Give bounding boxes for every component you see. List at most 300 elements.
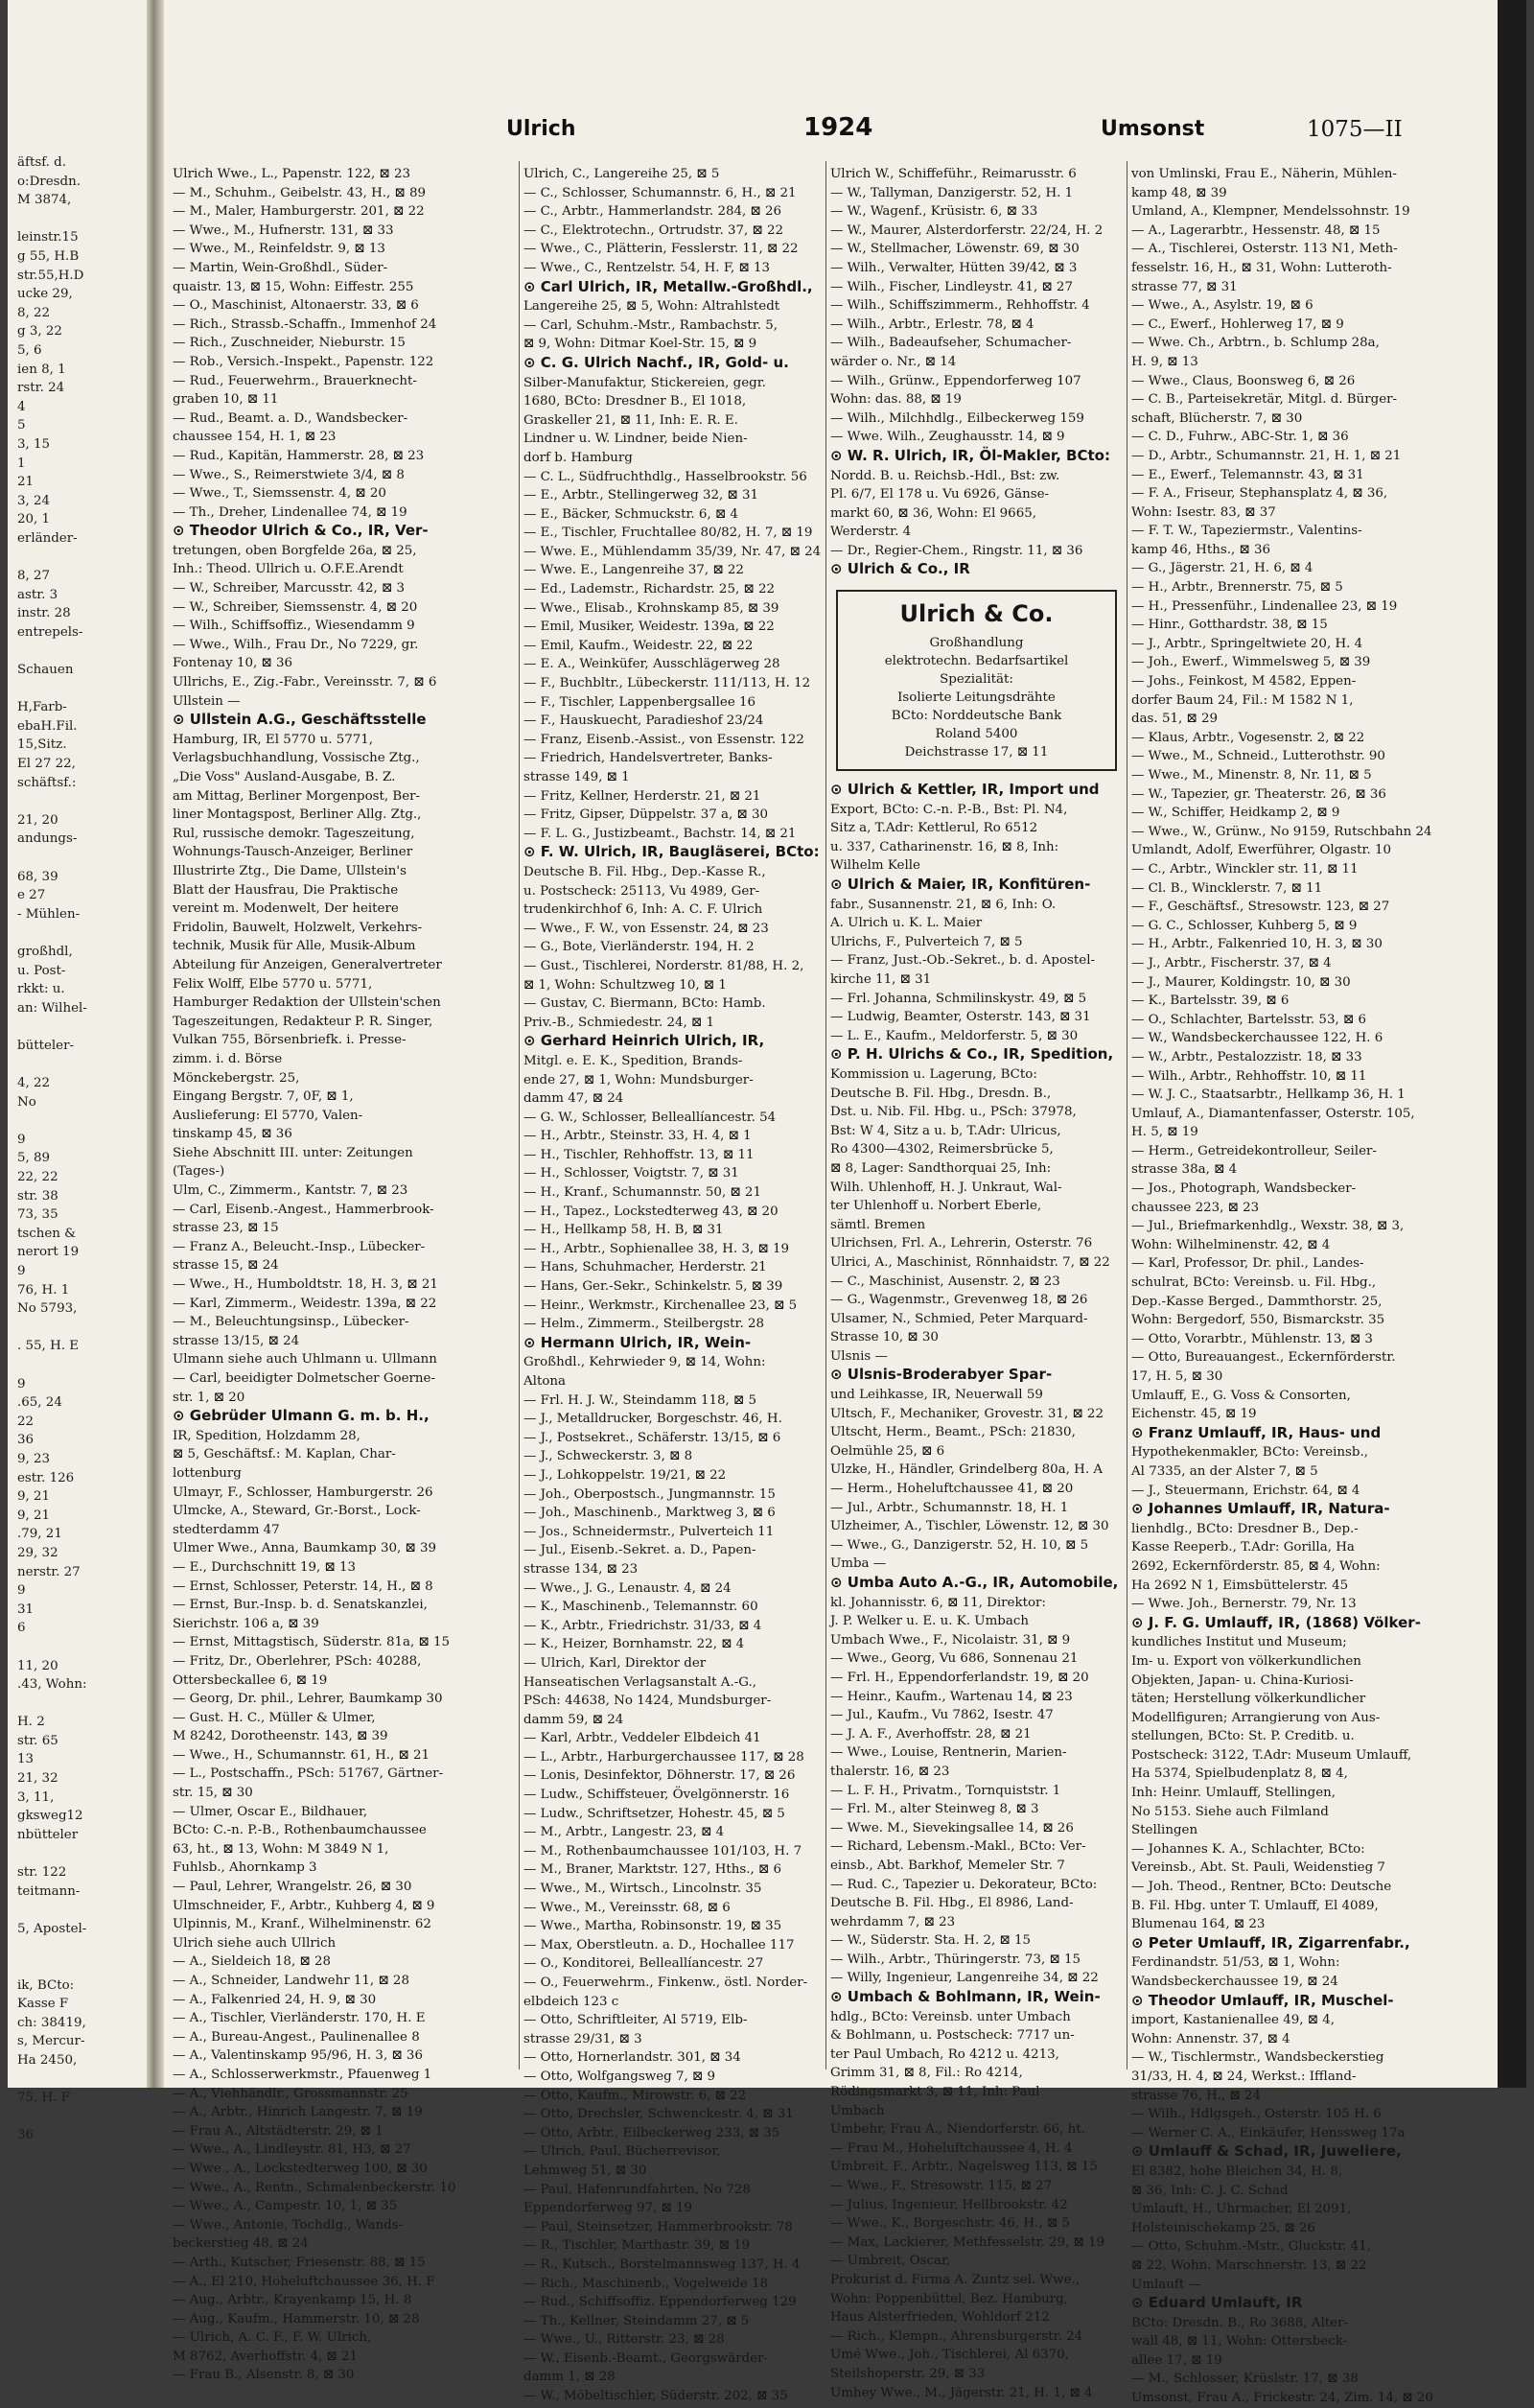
- prev-page-line: 15,Sitz.: [17, 737, 67, 753]
- directory-entry-line: strasse 76, H., ⊠ 24: [1131, 2088, 1262, 2103]
- prev-page-line: e 27: [17, 888, 46, 903]
- directory-entry-line: — J., Schweckerstr. 3, ⊠ 8: [523, 1449, 693, 1464]
- directory-entry-line: — O., Maschinist, Altonaerstr. 33, ⊠ 6: [173, 298, 419, 314]
- directory-entry-line: — Wwe., F., Stresowstr. 115, ⊠ 27: [830, 2179, 1053, 2193]
- prev-page-line: 5: [17, 418, 26, 433]
- prev-page-line: [17, 849, 147, 868]
- prev-page-line: 76, H. 1: [17, 1282, 70, 1298]
- prev-page-line: [17, 2108, 147, 2127]
- directory-entry-line: ⊙ Umbach & Bohlmann, IR, Wein-: [830, 1988, 1101, 2006]
- prev-page-line: [17, 1638, 147, 1657]
- directory-entry-line: — Rud., Beamt. a. D., Wandsbecker-: [173, 410, 408, 426]
- prev-page-line: [17, 1017, 147, 1037]
- directory-entry-line: — A., El 210, Hoheluftchaussee 36, H. F: [173, 2274, 435, 2289]
- prev-page-line: 9: [17, 1583, 26, 1599]
- directory-entry-line: — Wilh., Milchhdlg., Eilbeckerweg 159: [830, 410, 1084, 426]
- prev-page-line: [17, 642, 147, 661]
- directory-entry-line: — A., Valentinskamp 95/96, H. 3, ⊠ 36: [173, 2048, 423, 2064]
- directory-entry-line: Hypothekenmakler, BCto: Vereinsb.,: [1131, 1445, 1369, 1461]
- directory-entry-line: Umlauf, A., Diamantenfasser, Osterstr. 105,: [1131, 1106, 1415, 1121]
- directory-entry-line: — Frl. H. J. W., Steindamm 118, ⊠ 5: [523, 1392, 757, 1408]
- directory-entry-line: Hamburger Redaktion der Ullstein'schen: [173, 995, 441, 1011]
- directory-entry-line: — Willy, Ingenieur, Langenreihe 34, ⊠ 22: [830, 1971, 1099, 1986]
- directory-entry-line: — A., Tischler, Vierländerstr. 170, H. E: [173, 2011, 426, 2026]
- directory-entry-line: ter Uhlenhoff u. Norbert Eberle,: [830, 1199, 1042, 1214]
- directory-entry-line: M 8242, Dorotheenstr. 143, ⊠ 39: [173, 1729, 388, 1744]
- directory-entry-line: — G. W., Schlosser, Belleallíancestr. 54: [523, 1110, 777, 1125]
- directory-entry-line: — F., Geschäftsf., Stresowstr. 123, ⊠ 27: [1131, 900, 1390, 915]
- directory-entry-line: — Frau M., Hoheluftchaussee 4, H. 4: [830, 2140, 1073, 2156]
- directory-entry-line: Wohn: das. 88, ⊠ 19: [830, 392, 962, 408]
- directory-entry-line: — Carl, Eisenb.-Angest., Hammerbrook-: [173, 1202, 434, 1217]
- directory-entry-line: ⊙ F. W. Ulrich, IR, Baugläserei, BCto:: [523, 843, 820, 861]
- directory-entry-line: Ulrich W., Schiffeführ., Reimarusstr. 6: [830, 167, 1077, 181]
- prev-page-line: o:Dresdn.: [17, 174, 81, 189]
- directory-entry-line: BCto: C.-n. P.-B., Rothenbaumchaussee: [173, 1823, 427, 1838]
- directory-entry-line: — Herm., Getreidekontrolleur, Seiler-: [1131, 1143, 1377, 1158]
- prev-page-line: [17, 548, 147, 567]
- directory-entry-line: Wohn: Isestr. 83, ⊠ 37: [1131, 504, 1276, 520]
- directory-entry-line: — Wilh., Arbtr., Erlestr. 78, ⊠ 4: [830, 316, 1034, 332]
- prev-page-line: ch: 38419,: [17, 2015, 86, 2030]
- directory-entry-line: — C. D., Fuhrw., ABC-Str. 1, ⊠ 36: [1131, 430, 1349, 445]
- directory-entry-line: Deutsche B. Fil. Hbg., Dep.-Kasse R.,: [523, 864, 766, 879]
- directory-entry-line: Dep.-Kasse Berged., Dammthorstr. 25,: [1131, 1294, 1383, 1309]
- directory-entry-line: strasse 15, ⊠ 24: [173, 1258, 279, 1274]
- prev-page-line: [17, 1938, 147, 1957]
- directory-entry-line: — Heinr., Kaufm., Wartenau 14, ⊠ 23: [830, 1689, 1073, 1704]
- directory-entry-line: — Franz, Just.-Ob.-Sekret., b. d. Apostel-: [830, 953, 1096, 969]
- directory-entry-line: — C., Elektrotechn., Ortrudstr. 37, ⊠ 22: [523, 222, 784, 238]
- directory-entry-line: — Cl. B., Wincklerstr. 7, ⊠ 11: [1131, 880, 1323, 896]
- directory-entry-line: Blatt der Hausfrau, Die Praktische: [173, 882, 399, 898]
- prev-page-line: M 3874,: [17, 193, 72, 208]
- prev-page-line: 5, 89: [17, 1151, 51, 1166]
- book-gutter: [147, 0, 164, 2088]
- prev-page-line: [17, 1356, 147, 1375]
- prev-page-line: No 5793,: [17, 1301, 78, 1317]
- directory-entry-line: u. Postscheck: 25113, Vu 4989, Ger-: [523, 883, 760, 899]
- directory-entry-line: — K., Heizer, Bornhamstr. 22, ⊠ 4: [523, 1637, 745, 1652]
- directory-entry-line: — Wwe., W., Grünw., No 9159, Rutschbahn 24: [1131, 824, 1432, 839]
- directory-entry-line: — H., Schlosser, Voigtstr. 7, ⊠ 31: [523, 1166, 739, 1181]
- directory-entry-line: — Wwe., Claus, Boonsweg 6, ⊠ 26: [1131, 373, 1356, 388]
- directory-entry-line: — W., Schreiber, Siemssenstr. 4, ⊠ 20: [173, 599, 418, 615]
- advertisement-line: Isolierte Leitungsdrähte: [897, 690, 1056, 706]
- directory-entry-line: — Wwe., T., Siemssenstr. 4, ⊠ 20: [173, 486, 386, 502]
- directory-entry-line: — Otto, Schuhm.-Mstr., Gluckstr. 41,: [1131, 2239, 1371, 2255]
- directory-entry-line: damm 1, ⊠ 28: [523, 2370, 616, 2385]
- directory-entry-line: — Max, Oberstleutn. a. D., Hochallee 117: [523, 1937, 795, 1952]
- directory-entry-line: — Wilh., Hdlgsgeh., Osterstr. 105 H. 6: [1131, 2107, 1382, 2122]
- directory-entry-line: — O., Schlachter, Bartelsstr. 53, ⊠ 6: [1131, 1012, 1366, 1027]
- directory-entry-line: — Wwe., H., Humboldtstr. 18, H. 3, ⊠ 21: [173, 1277, 438, 1293]
- prev-page-line: . 55, H. E: [17, 1339, 80, 1354]
- prev-page-line: [17, 1695, 147, 1714]
- prev-page-line: großhdl,: [17, 944, 73, 959]
- directory-entry-line: Rödingsmarkt 3, ⊠ 11, Inh: Paul: [830, 2085, 1040, 2100]
- directory-entry-line: — Rich., Strassb.-Schaffn., Immenhof 24: [173, 316, 437, 332]
- directory-entry-line: Umsonst, Frau A., Frickestr. 24, Zim. 14, ⊠ 20: [1131, 2391, 1433, 2406]
- directory-entry-line: ⊠ 9, Wohn: Ditmar Koel-Str. 15, ⊠ 9: [523, 337, 757, 352]
- directory-entry-line: Silber-Manufaktur, Stickereien, gegr.: [523, 375, 766, 390]
- directory-entry-line: fesselstr. 16, H., ⊠ 31, Wohn: Lutteroth-: [1131, 260, 1392, 275]
- directory-entry-line: — Fritz, Kellner, Herderstr. 21, ⊠ 21: [523, 788, 761, 804]
- directory-entry-line: — Wwe., M., Wirtsch., Lincolnstr. 35: [523, 1882, 762, 1897]
- prev-page-line: schäftsf.:: [17, 775, 77, 790]
- directory-entry-line: — Th., Dreher, Lindenallee 74, ⊠ 19: [173, 504, 407, 520]
- directory-entry-line: str. 15, ⊠ 30: [173, 1786, 253, 1801]
- advertisement-line: Deichstrasse 17, ⊠ 11: [904, 745, 1049, 760]
- directory-entry-line: — Rud., Kapitän, Hammerstr. 28, ⊠ 23: [173, 448, 425, 463]
- directory-entry-line: — W., Schiffer, Heidkamp 2, ⊠ 9: [1131, 806, 1340, 821]
- directory-entry-line: — E., Tischler, Fruchtallee 80/82, H. 7, ⊠ 19: [523, 526, 813, 541]
- directory-entry-line: ⊙ Franz Umlauff, IR, Haus- und: [1131, 1423, 1382, 1441]
- directory-entry-line: — F. A., Friseur, Stephansplatz 4, ⊠ 36,: [1131, 486, 1388, 502]
- directory-entry-line: — Wilh., Arbtr., Rehhoffstr. 10, ⊠ 11: [1131, 1068, 1367, 1084]
- prev-page-line: nbütteler: [17, 1827, 79, 1842]
- directory-entry-line: Ha 2692 N 1, Eimsbüttelerstr. 45: [1131, 1578, 1349, 1593]
- directory-entry-line: — R., Kutsch., Borstelmannsweg 137, H. 4: [523, 2256, 801, 2272]
- directory-entry-line: — Rud., Feuerwehrm., Brauerknecht-: [173, 373, 417, 388]
- directory-entry-line: — J., Arbtr., Fischerstr. 37, ⊠ 4: [1131, 955, 1332, 970]
- directory-entry-line: Ulmcke, A., Steward, Gr.-Borst., Lock-: [173, 1504, 421, 1519]
- prev-page-line: 29, 32: [17, 1545, 58, 1560]
- directory-entry-line: Deutsche B. Fil. Hbg., Dresdn. B.,: [830, 1086, 1052, 1101]
- directory-entry-line: ⊙ W. R. Ulrich, IR, Öl-Makler, BCto:: [830, 446, 1110, 464]
- directory-entry-line: Wohn: Wilhelminenstr. 42, ⊠ 4: [1131, 1237, 1331, 1252]
- directory-entry-line: technik, Musik für Alle, Musik-Album: [173, 939, 416, 954]
- prev-page-line: rkkt: u.: [17, 982, 65, 997]
- directory-entry-line: Wohn: Annenstr. 37, ⊠ 4: [1131, 2031, 1290, 2046]
- prev-page-line: Ha 2450,: [17, 2052, 78, 2068]
- directory-entry-line: — H., Tischler, Rehhoffstr. 13, ⊠ 11: [523, 1147, 755, 1162]
- prev-page-line: gksweg12: [17, 1809, 83, 1824]
- prev-page-line: 9, 23: [17, 1451, 51, 1466]
- directory-entry-line: (Tages-): [173, 1164, 225, 1180]
- prev-page-line: astr. 3: [17, 587, 58, 602]
- directory-entry-line: Umbach: [830, 2103, 885, 2118]
- directory-entry-line: Vulkan 755, Börsenbriefk. i. Presse-: [173, 1033, 407, 1048]
- directory-entry-line: — Otto, Vorarbtr., Mühlenstr. 13, ⊠ 3: [1131, 1331, 1373, 1346]
- directory-entry-line: — Heinr., Werkmstr., Kirchenallee 23, ⊠ 5: [523, 1298, 798, 1313]
- directory-entry-line: — W., Arbtr., Pestalozzistr. 18, ⊠ 33: [1131, 1049, 1362, 1064]
- directory-entry-line: ⊙ Umba Auto A.-G., IR, Automobile,: [830, 1574, 1119, 1591]
- directory-entry-line: Umland, A., Klempner, Mendelssohnstr. 19: [1131, 204, 1410, 220]
- directory-entry-line: — W., Eisenb.-Beamt., Georgswärder-: [523, 2350, 769, 2366]
- directory-entry-line: ⊙ Ulrich & Co., IR: [830, 560, 970, 578]
- directory-entry-line: — Otto, Wolfgangsweg 7, ⊠ 9: [523, 2069, 715, 2084]
- directory-entry-line: — Wwe., A., Lindleystr. 81, H3, ⊠ 27: [173, 2142, 411, 2158]
- directory-entry-line: — G., Wagenmstr., Grevenweg 18, ⊠ 26: [830, 1293, 1088, 1308]
- directory-entry-line: Strasse 10, ⊠ 30: [830, 1330, 939, 1345]
- directory-entry-line: strasse 149, ⊠ 1: [523, 770, 630, 784]
- directory-entry-line: Nordd. B. u. Reichsb.-Hdl., Bst: zw.: [830, 468, 1060, 483]
- directory-entry-line: — Ludwig, Beamter, Osterstr. 143, ⊠ 31: [830, 1010, 1091, 1025]
- directory-entry-line: — Wwe. M., Sievekingsallee 14, ⊠ 26: [830, 1820, 1074, 1835]
- directory-entry-line: — Wwe., M., Minenstr. 8, Nr. 11, ⊠ 5: [1131, 768, 1372, 783]
- directory-entry-line: — E. A., Weinküfer, Ausschlägerweg 28: [523, 657, 780, 672]
- prev-page-line: 9, 21: [17, 1489, 51, 1505]
- directory-entry-line: wall 48, ⊠ 11, Wohn: Ottersbeck-: [1131, 2334, 1348, 2350]
- directory-entry-line: str. 1, ⊠ 20: [173, 1390, 245, 1405]
- directory-entry-line: Fontenay 10, ⊠ 36: [173, 656, 293, 671]
- directory-entry-line: Wohnungs-Tausch-Anzeiger, Berliner: [173, 845, 413, 860]
- directory-entry-line: Illustrirte Ztg., Die Dame, Ullstein's: [173, 863, 407, 878]
- directory-entry-line: — M., Arbtr., Langestr. 23, ⊠ 4: [523, 1825, 725, 1840]
- prev-page-line: .79, 21: [17, 1527, 62, 1542]
- directory-entry-line: — Wwe., Wilh., Frau Dr., No 7229, gr.: [173, 637, 419, 652]
- directory-entry-line: — Wwe., A., Asylstr. 19, ⊠ 6: [1131, 298, 1313, 314]
- directory-entry-line: — H., Arbtr., Steinstr. 33, H. 4, ⊠ 1: [523, 1129, 752, 1144]
- directory-entry-line: — Wwe., U., Ritterstr. 23, ⊠ 28: [523, 2332, 725, 2348]
- prev-page-line: 3, 15: [17, 436, 51, 452]
- directory-entry-line: — W., Maurer, Alsterdorferstr. 22/24, H. 2: [830, 222, 1104, 238]
- directory-entry-line: elbdeich 123 c: [523, 1994, 619, 2009]
- scan-edge: [1498, 0, 1526, 2088]
- prev-page-line: [17, 1957, 147, 1976]
- directory-entry-line: trudenkirchhof 6, Inh: A. C. F. Ulrich: [523, 902, 763, 918]
- directory-entry-line: — C. L., Südfruchthdlg., Hasselbrookstr. 56: [523, 469, 807, 484]
- directory-entry-line: Priv.-B., Schmiedestr. 24, ⊠ 1: [523, 1015, 715, 1030]
- directory-entry-line: — Karl, Zimmerm., Weidestr. 139a, ⊠ 22: [173, 1296, 437, 1311]
- directory-entry-line: — Wilh., Verwalter, Hütten 39/42, ⊠ 3: [830, 260, 1078, 275]
- directory-entry-line: Ulmer Wwe., Anna, Baumkamp 30, ⊠ 39: [173, 1541, 437, 1556]
- prev-page-line: str.55,H.D: [17, 268, 84, 283]
- directory-entry-line: — L. E., Kaufm., Meldorferstr. 5, ⊠ 30: [830, 1028, 1079, 1043]
- directory-entry-line: Eppendorferweg 97, ⊠ 19: [523, 2201, 693, 2216]
- directory-entry-line: thalerstr. 16, ⊠ 23: [830, 1764, 950, 1779]
- directory-entry-line: ⊙ Johannes Umlauff, IR, Natura-: [1131, 1500, 1390, 1518]
- directory-entry-line: & Bohlmann, u. Postscheck: 7717 un-: [830, 2028, 1075, 2044]
- advertisement-line: BCto: Norddeutsche Bank: [891, 709, 1062, 724]
- directory-entry-line: Umlauff, E., G. Voss & Consorten,: [1131, 1388, 1351, 1403]
- directory-entry-line: — Frl. M., alter Steinweg 8, ⊠ 3: [830, 1802, 1039, 1817]
- directory-entry-line: Tageszeitungen, Redakteur P. R. Singer,: [173, 1014, 433, 1029]
- directory-entry-line: graben 10, ⊠ 11: [173, 392, 279, 408]
- directory-entry-line: — W., Tallyman, Danzigerstr. 52, H. 1: [830, 185, 1074, 200]
- directory-entry-line: lottenburg: [173, 1465, 242, 1481]
- directory-entry-line: — Wwe. E., Mühlendamm 35/39, Nr. 47, ⊠ 24: [523, 544, 822, 559]
- directory-entry-line: — Rich., Klempn., Ahrensburgerstr. 24: [830, 2328, 1083, 2344]
- prev-page-line: 22: [17, 1414, 35, 1429]
- prev-page-line: 1: [17, 456, 26, 471]
- directory-entry-line: — Wwe., Elisab., Krohnskamp 85, ⊠ 39: [523, 600, 779, 616]
- directory-entry-line: ter Paul Umbach, Ro 4212 u. 4213,: [830, 2046, 1059, 2062]
- directory-entry-line: wärder o. Nr., ⊠ 14: [830, 354, 957, 369]
- directory-entry-line: Wandsbeckerchaussee 19, ⊠ 24: [1131, 1975, 1338, 1989]
- directory-entry-line: — Wwe., A., Rentn., Schmalenbeckerstr. 10: [173, 2180, 456, 2195]
- directory-entry-line: dorf b. Hamburg: [523, 450, 633, 465]
- directory-entry-line: — M., Schlosser, Krüslstr. 17, ⊠ 38: [1131, 2372, 1359, 2387]
- directory-entry-line: — Wwe., A., Lockstedterweg 100, ⊠ 30: [173, 2161, 428, 2176]
- directory-entry-line: — Julius, Ingenieur, Hellbrookstr. 42: [830, 2197, 1068, 2212]
- directory-entry-line: — Fritz, Gipser, Düppelstr. 37 a, ⊠ 30: [523, 807, 769, 823]
- directory-entry-line: — C. B., Parteisekretär, Mitgl. d. Bürger-: [1131, 392, 1398, 408]
- directory-entry-line: Ullstein —: [173, 693, 241, 709]
- page-header: [506, 113, 1494, 152]
- directory-entry-line: Hanseatischen Verlagsanstalt A.-G.,: [523, 1674, 756, 1690]
- directory-entry-line: Umbach Wwe., F., Nicolaistr. 31, ⊠ 9: [830, 1632, 1071, 1648]
- prev-page-line: 9: [17, 1132, 26, 1147]
- directory-entry-line: — Dr., Regier-Chem., Ringstr. 11, ⊠ 36: [830, 543, 1083, 558]
- directory-entry-line: Ferdinandstr. 51/53, ⊠ 1, Wohn:: [1131, 1955, 1340, 1971]
- directory-entry-line: Blumenau 164, ⊠ 23: [1131, 1917, 1266, 1932]
- directory-entry-line: „Die Voss" Ausland-Ausgabe, B. Z.: [173, 770, 396, 784]
- directory-entry-line: — Wilh., Schiffszimmerm., Rehhoffstr. 4: [830, 298, 1090, 314]
- directory-entry-line: — Joh., Oberpostsch., Jungmannstr. 15: [523, 1486, 776, 1502]
- advertisement-box: [836, 590, 1117, 771]
- directory-entry-line: Fridolin, Bauwelt, Holzwelt, Verkehrs-: [173, 920, 423, 935]
- directory-entry-line: strasse 38a, ⊠ 4: [1131, 1162, 1238, 1178]
- directory-entry-line: Ulpinnis, M., Kranf., Wilhelminenstr. 62: [173, 1917, 431, 1932]
- directory-entry-line: — Paul, Lehrer, Wrangelstr. 26, ⊠ 30: [173, 1880, 412, 1895]
- prev-page-line: 68, 39: [17, 869, 58, 884]
- directory-entry-line: ⊠ 5, Geschäftsf.: M. Kaplan, Char-: [173, 1447, 396, 1462]
- directory-entry-line: und Leihkasse, IR, Neuerwall 59: [830, 1388, 1043, 1403]
- directory-entry-line: — Jos., Schneidermstr., Pulverteich 11: [523, 1524, 775, 1539]
- directory-entry-line: — Wwe., Martha, Robinsonstr. 19, ⊠ 35: [523, 1919, 782, 1934]
- directory-entry-line: H. 9, ⊠ 13: [1131, 354, 1198, 369]
- directory-entry-line: — F. T. W., Tapeziermstr., Valentins-: [1131, 524, 1362, 539]
- directory-entry-line: ⊙ P. H. Ulrichs & Co., IR, Spedition,: [830, 1045, 1114, 1064]
- directory-entry-line: ⊠ 1, Wohn: Schultzweg 10, ⊠ 1: [523, 977, 727, 993]
- directory-entry-line: — J. A. F., Averhoffstr. 28, ⊠ 21: [830, 1726, 1032, 1742]
- directory-entry-line: Lehmweg 51, ⊠ 30: [523, 2163, 647, 2178]
- directory-entry-line: — Wwe., C., Plätterin, Fesslerstr. 11, ⊠ 22: [523, 242, 799, 257]
- directory-entry-line: Stellingen: [1131, 1823, 1198, 1838]
- directory-entry-line: — Lonis, Desinfektor, Döhnerstr. 17, ⊠ 26: [523, 1768, 796, 1784]
- directory-entry-line: Verlagsbuchhandlung, Vossische Ztg.,: [173, 751, 420, 766]
- directory-entry-line: ⊠ 36, Inh: C. J. C. Schad: [1131, 2183, 1289, 2198]
- directory-entry-line: — C., Maschinist, Ausenstr. 2, ⊠ 23: [830, 1274, 1060, 1289]
- directory-column-4: [1131, 165, 1498, 2406]
- directory-entry-line: ⊙ Hermann Ulrich, IR, Wein-: [523, 1333, 752, 1351]
- directory-entry-line: Umbreit, F., Arbtr., Nagelsweg 113, ⊠ 15: [830, 2160, 1098, 2175]
- prev-page-line: bütteler-: [17, 1038, 75, 1053]
- directory-entry-line: — R., Tischler, Marthastr. 39, ⊠ 19: [523, 2238, 751, 2254]
- directory-entry-line: — W., Wagenf., Krüsistr. 6, ⊠ 33: [830, 204, 1038, 220]
- directory-entry-line: Ultsch, F., Mechaniker, Grovestr. 31, ⊠ 22: [830, 1406, 1104, 1421]
- prev-page-line: str. 38: [17, 1188, 58, 1204]
- directory-entry-line: — Hinr., Gotthardstr. 38, ⊠ 15: [1131, 618, 1328, 633]
- directory-entry-line: Hamburg, IR, El 5770 u. 5771,: [173, 732, 374, 747]
- directory-entry-line: — H., Arbtr., Brennerstr. 75, ⊠ 5: [1131, 580, 1343, 596]
- directory-entry-line: Umlauft —: [1131, 2277, 1201, 2292]
- directory-entry-line: — Wwe., Antonie, Tochdlg., Wands-: [173, 2217, 404, 2233]
- directory-entry-line: 2692, Eckernförderstr. 85, ⊠ 4, Wohn:: [1131, 1558, 1381, 1574]
- directory-entry-line: Ulmschneider, F., Arbtr., Kuhberg 4, ⊠ 9: [173, 1898, 435, 1913]
- advertisement-line: elektrotechn. Bedarfsartikel: [884, 654, 1069, 669]
- directory-entry-line: Ulrich siehe auch Ullrich: [173, 1935, 337, 1951]
- directory-entry-line: stellungen, BCto: St. P. Creditb. u.: [1131, 1729, 1355, 1744]
- directory-entry-line: — Wwe., S., Reimerstwiete 3/4, ⊠ 8: [173, 467, 405, 482]
- directory-entry-line: — Werner C. A., Einkäufer, Henssweg 17a: [1131, 2125, 1406, 2140]
- prev-page-line: 13: [17, 1752, 35, 1767]
- directory-entry-line: lienhdlg., BCto: Dresdner B., Dep.-: [1131, 1521, 1359, 1536]
- directory-entry-line: Mitgl. e. E. K., Spedition, Brands-: [523, 1053, 743, 1068]
- directory-entry-line: kamp 46, Hths., ⊠ 36: [1131, 542, 1271, 557]
- directory-entry-line: Eichenstr. 45, ⊠ 19: [1131, 1407, 1257, 1422]
- directory-entry-line: — Karl, Arbtr., Veddeler Elbdeich 41: [523, 1731, 761, 1746]
- directory-entry-line: täten; Herstellung völkerkundlicher: [1131, 1692, 1366, 1707]
- advertisement-line: Spezialität:: [940, 672, 1013, 688]
- prev-page-line: 8, 27: [17, 569, 51, 584]
- directory-entry-line: — D., Arbtr., Schumannstr. 21, H. 1, ⊠ 21: [1131, 448, 1402, 463]
- directory-entry-line: — Wwe. Joh., Bernerstr. 79, Nr. 13: [1131, 1597, 1357, 1612]
- prev-page-line: äftsf. d.: [17, 155, 67, 170]
- directory-entry-line: — A., Tischlerei, Osterstr. 113 N1, Meth-: [1131, 242, 1398, 257]
- prev-page-line: [17, 2070, 147, 2090]
- directory-entry-line: chaussee 223, ⊠ 23: [1131, 1200, 1260, 1215]
- directory-entry-line: ⊙ C. G. Ulrich Nachf., IR, Gold- u.: [523, 353, 789, 371]
- directory-entry-line: M 8762, Averhoffstr. 4, ⊠ 21: [173, 2349, 359, 2364]
- column-rule: [825, 161, 826, 2069]
- prev-page-line: s, Mercur-: [17, 2034, 85, 2049]
- directory-entry-line: — Wwe., M., Vereinsstr. 68, ⊠ 6: [523, 1900, 731, 1915]
- directory-entry-line: — Herm., Hoheluftchaussee 41, ⊠ 20: [830, 1482, 1074, 1497]
- directory-entry-line: No 5153. Siehe auch Filmland: [1131, 1804, 1329, 1819]
- prev-page-line: nerstr. 27: [17, 1564, 81, 1579]
- prev-page-line: 73, 35: [17, 1207, 58, 1223]
- directory-entry-line: quaistr. 13, ⊠ 15, Wohn: Eiffestr. 255: [173, 279, 414, 294]
- prev-page-line: andungs-: [17, 831, 78, 847]
- prev-page-line: 36: [17, 2128, 35, 2143]
- directory-entry-line: Prokurist d. Firma A. Zuntz sel. Wwe.,: [830, 2272, 1081, 2287]
- directory-entry-line: Wohn: Poppenbüttel, Bez. Hamburg,: [830, 2291, 1068, 2306]
- prev-page-line: u. Post-: [17, 963, 66, 978]
- directory-entry-line: — H., Tapez., Lockstedterweg 43, ⊠ 20: [523, 1204, 779, 1219]
- directory-entry-line: — Otto, Kaufm., Mirowstr. 6, ⊠ 22: [523, 2088, 747, 2103]
- directory-entry-line: ⊠ 22, Wohn. Marschnerstr. 13, ⊠ 22: [1131, 2257, 1367, 2273]
- directory-entry-line: — F., Buchbltr., Lübeckerstr. 111/113, H. 12: [523, 676, 811, 691]
- directory-entry-line: BCto: Dresdn. B., Ro 3688, Alter-: [1131, 2315, 1348, 2330]
- directory-entry-line: — F., Hauskuecht, Paradieshof 23/24: [523, 713, 764, 729]
- directory-entry-line: — Jul., Briefmarkenhdlg., Wexstr. 38, ⊠ 3,: [1131, 1219, 1405, 1234]
- directory-entry-line: — O., Feuerwehrm., Finkenw., östl. Norder-: [523, 1975, 808, 1990]
- prev-page-line: [17, 1844, 147, 1863]
- directory-entry-line: — Wwe. E., Langenreihe 37, ⊠ 22: [523, 563, 744, 578]
- prev-page-line: ien 8, 1: [17, 362, 66, 377]
- prev-page-line: [17, 680, 147, 699]
- directory-entry-line: H. 5, ⊠ 19: [1131, 1125, 1198, 1140]
- directory-entry-line: ⊙ Ulsnis-Broderabyer Spar-: [830, 1366, 1053, 1384]
- directory-entry-line: — Wilh., Grünw., Eppendorferweg 107: [830, 373, 1081, 388]
- directory-entry-line: ⊙ Ulrich & Kettler, IR, Import und: [830, 781, 1100, 799]
- directory-entry-line: — Jos., Photograph, Wandsbecker-: [1131, 1181, 1357, 1197]
- directory-entry-line: markt 60, ⊠ 36, Wohn: El 9665,: [830, 505, 1036, 521]
- prev-page-line: .65, 24: [17, 1395, 62, 1411]
- directory-entry-line: kl. Johannisstr. 6, ⊠ 11, Direktor:: [830, 1595, 1046, 1610]
- directory-entry-line: — Ulrich, Karl, Direktor der: [523, 1655, 707, 1671]
- prev-page-line: 4, 22: [17, 1076, 51, 1091]
- directory-entry-line: wehrdamm 7, ⊠ 23: [830, 1914, 956, 1929]
- prev-page-line: [17, 923, 147, 943]
- directory-entry-line: — C., Schlosser, Schumannstr. 6, H., ⊠ 21: [523, 185, 797, 200]
- directory-entry-line: A. Ulrich u. K. L. Maier: [830, 916, 983, 931]
- directory-entry-line: — Ulrich, Paul, Bücherrevisor,: [523, 2144, 721, 2160]
- directory-entry-line: — H., Pressenführ., Lindenallee 23, ⊠ 19: [1131, 598, 1398, 614]
- prev-page-line: 9: [17, 1376, 26, 1391]
- prev-page-line: 21, 20: [17, 812, 58, 828]
- directory-entry-line: — Ulrich, A. C. F., F. W. Ulrich,: [173, 2330, 372, 2346]
- directory-entry-line: Sitz a, T.Adr: Kettlerul, Ro 6512: [830, 821, 1038, 836]
- advertisement-line: Großhandlung: [929, 636, 1024, 651]
- directory-entry-line: — Jul., Kaufm., Vu 7862, Isestr. 47: [830, 1708, 1054, 1723]
- directory-entry-line: J. P. Welker u. E. u. K. Umbach: [830, 1614, 1029, 1629]
- directory-entry-line: ⊙ Carl Ulrich, IR, Metallw.-Großhdl.,: [523, 277, 813, 295]
- directory-entry-line: — Frl. H., Eppendorferlandstr. 19, ⊠ 20: [830, 1670, 1089, 1685]
